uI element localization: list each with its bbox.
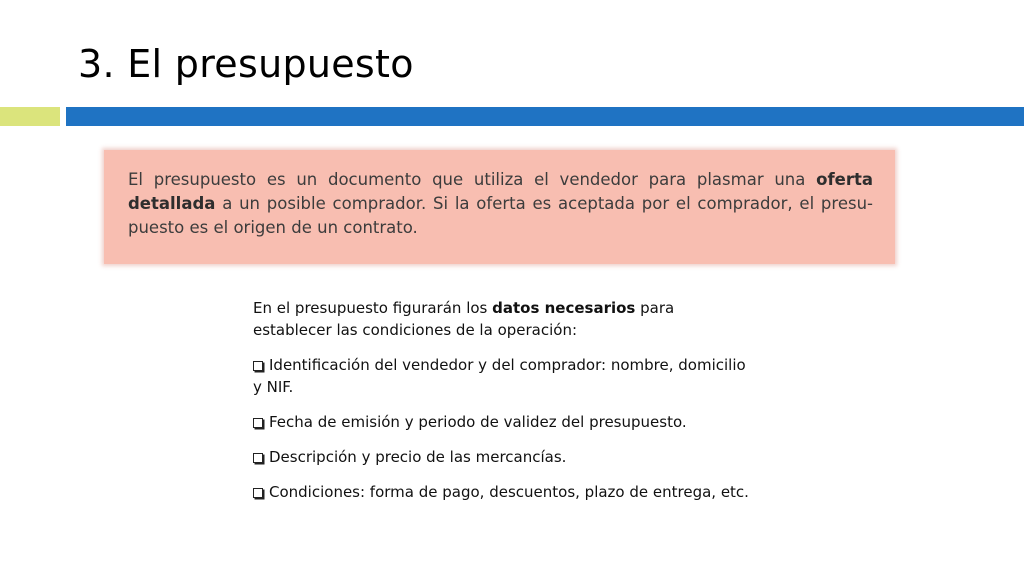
definition-highlight: oferta detallada bbox=[128, 170, 873, 213]
list-item bbox=[253, 481, 753, 503]
list-item-text: Identificación del vendedor y del comprador: nombre, domicilio y NIF. bbox=[253, 356, 746, 396]
intro-highlight: datos necesarios bbox=[492, 299, 636, 317]
intro-paragraph bbox=[253, 297, 753, 341]
list-item bbox=[253, 411, 753, 433]
title-rule-bar bbox=[66, 107, 1024, 126]
list-item-text: Descripción y precio de las mercancías. bbox=[269, 448, 567, 466]
checkbox-bullet-icon bbox=[253, 361, 263, 371]
checkbox-bullet-icon bbox=[253, 488, 263, 498]
content-body bbox=[253, 297, 753, 516]
intro-text-end: para establecer las condiciones de la operación: bbox=[253, 299, 675, 339]
definition-text-start: El presupuesto es un documento que utiliza el vendedor para plasmar una bbox=[128, 170, 817, 189]
definition-box bbox=[104, 150, 895, 264]
definition-text bbox=[128, 168, 873, 240]
list-item bbox=[253, 354, 753, 398]
checkbox-bullet-icon bbox=[253, 453, 263, 463]
intro-text-start: En el presupuesto figurarán los bbox=[253, 299, 493, 317]
checkbox-bullet-icon bbox=[253, 418, 263, 428]
list-item bbox=[253, 446, 753, 468]
definition-text-end: a un posible comprador. Si la oferta es aceptada por el comprador, el presu- puesto es el origen de un contrato. bbox=[128, 194, 873, 237]
slide-title: 3. El presupuesto bbox=[78, 42, 414, 86]
accent-bar bbox=[0, 107, 60, 126]
list-item-text: Fecha de emisión y periodo de validez del presupuesto. bbox=[269, 413, 687, 431]
list-item-text: Condiciones: forma de pago, descuentos, plazo de entrega, etc. bbox=[269, 483, 749, 501]
